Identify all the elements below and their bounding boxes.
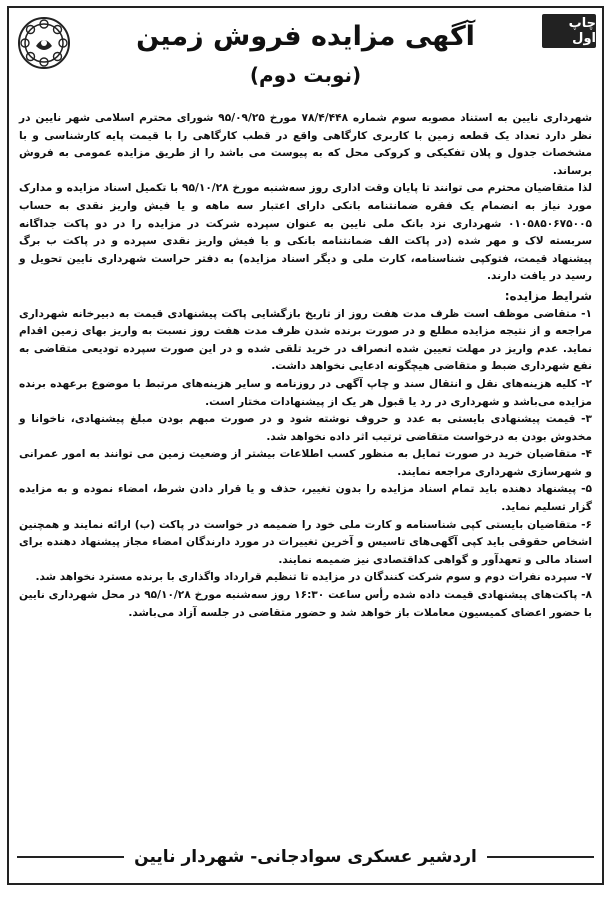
intro-paragraph: لذا متقاضیان محترم می توانند تا پایان وقت اداری روز سه‌شنبه مورخ ۹۵/۱۰/۲۸ با تکمیل اسناد مزایده و مدارک مورد نیاز به انضمام یک فقره ضمانتنامه بانکی دارای اعتبار سه ماهه و یا فیش واریز نقدی به حساب ۰۱۰۵۸۵۰۶۷۵۰۰۵ شهرداری نزد بانک ملی نایین به عنوان سپرده شرکت در مزایده را در دو پاکت جداگانه سربسته لاک و مهر شده (در پاکت الف ضمانتنامه بانکی و یا فیش واریز نقدی سپرده و در پاکت ب برگ پیشنهاد قیمت، فتوکپی شناسنامه، کارت ملی و دیگر اسناد مزایده) به دفتر حراست شهرداری نایین تحویل و رسید در یافت دارند.: [19, 182, 593, 283]
divider: [487, 856, 594, 858]
condition-item: ۵- پیشنهاد دهنده باید تمام اسناد مزایده را بدون تغییر، حذف و یا قرار دادن شرط، امضاء نموده و به مزایده گزار تسلیم نماید.: [19, 483, 592, 514]
auction-notice: [7, 6, 604, 885]
divider: [17, 856, 124, 858]
condition-item: ۴- متقاضیان خرید در صورت تمایل به منظور کسب اطلاعات بیشتر از وضعیت زمین می توانند به امور عمرانی و شهرسازی شهرداری مراجعه نمایند.: [19, 448, 592, 478]
intro-paragraph: شهرداری نایین به استناد مصوبه سوم شماره ۷۸/۴/۴۴۸ مورخ ۹۵/۰۹/۲۵ شورای محترم اسلامی شهر نایین در نظر دارد تعداد یک قطعه زمین با کاربری کارگاهی واقع در قطب کارگاهی را با قیمت پایه کارشناسی و با مشخصات جدول و پلان تفکیکی و کروکی محل که به پیوست می باشد را از طریق مزایده عمومی به فروش برساند.: [19, 112, 593, 177]
condition-item: ۶- متقاضیان بایستی کپی شناسنامه و کارت ملی خود را ضمیمه در خواست در پاکت (ب) ارائه نمایند و همچنین اشخاص حقوقی باید کپی آگهی‌های تاسیس و آخرین تغییرات در مورد دارندگان امضاء مجاز پیشنهاد دهنده برای اسناد مالی و تعهدآور و گواهی کداقتصادی نیز ضمیمه نمایند.: [19, 518, 592, 566]
condition-item: ۷- سپرده نفرات دوم و سوم شرکت کنندگان در مزایده تا تنظیم قرارداد واگذاری با برنده مسترد نخواهد شد.: [35, 571, 592, 584]
notice-body: [19, 110, 592, 622]
print-badge: چاپ اول: [542, 14, 596, 48]
signature: اردشیر عسکری سوادجانی- شهردار نایین: [134, 847, 477, 867]
condition-item: ۸- پاکت‌های پیشنهادی قیمت داده شده رأس ساعت ۱۶:۳۰ روز سه‌شنبه مورخ ۹۵/۱۰/۲۸ در محل شهرداری نایین با حضور اعضای کمیسیون معاملات باز خواهد شد و حضور متقاضی در جلسه آزاد می‌باشد.: [19, 589, 592, 619]
municipality-emblem-icon: [17, 16, 71, 70]
condition-item: ۲- کلیه هزینه‌های نقل و انتقال سند و چاپ آگهی در روزنامه و سایر هزینه‌های مرتبط با موضوع برعهده برنده مزایده می‌باشد و شهرداری در رد یا قبول هر یک از پیشنهادات مختار است.: [19, 377, 592, 408]
condition-item: ۱- متقاضی موظف است ظرف مدت هفت روز از تاریخ بازگشایی پاکت پیشنهادی قیمت به دبیرخانه شهرداری مراجعه و از نتیجه مزایده مطلع و در صورت برنده شدن ظرف مدت هفت روز نسبت به واریز بهای زمین اقدام نماید. عدم واریز در مهلت تعیین شده انصراف در خرید تلقی شده و در این صورت سپرده تودیعی متقاضی به نفع شهرداری ضبط و متقاضی هیچگونه ادعایی نخواهد داشت.: [19, 307, 592, 373]
condition-item: ۳- قیمت پیشنهادی بایستی به عدد و حروف نوشته شود و در صورت مبهم بودن مبلغ پیشنهادی، ناخوانا و مخدوش بودن به درخواست متقاضی ترتیب اثر داده نخواهد شد.: [19, 413, 592, 443]
notice-title: آگهی مزایده فروش زمین: [136, 21, 475, 52]
conditions-heading: شرایط مزایده:: [504, 288, 592, 303]
signature-row: [17, 841, 594, 873]
notice-subtitle: (نوبت دوم): [249, 63, 362, 87]
